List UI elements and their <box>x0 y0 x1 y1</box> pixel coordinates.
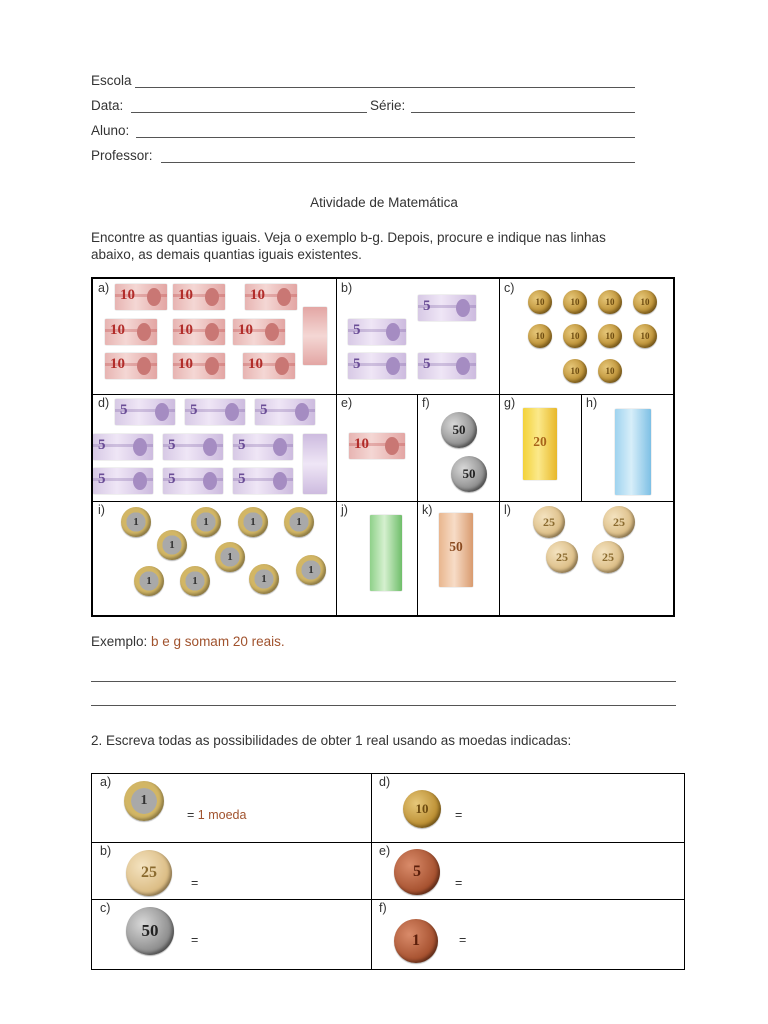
coin-1-icon: 1 <box>284 507 314 537</box>
coin-1-icon: 1 <box>191 507 221 537</box>
row-c-equals: = <box>191 933 199 947</box>
serie-blank[interactable] <box>411 112 635 113</box>
row-f-equals: = <box>459 933 467 947</box>
coin-10-icon: 10 <box>598 290 622 314</box>
coin-10-icon: 10 <box>563 324 587 348</box>
banknote-1-icon <box>370 515 402 591</box>
banknote-5-icon: 5 <box>348 353 406 379</box>
cell-g <box>499 394 581 501</box>
coin-1-icon: 1 <box>124 781 164 821</box>
banknote-10-icon: 10 <box>233 319 285 345</box>
escola-line <box>91 72 631 90</box>
money-grid <box>91 277 675 617</box>
banknote-5-icon: 5 <box>418 295 476 321</box>
cell-label-g: g) <box>504 396 516 410</box>
instructions-line-2: abaixo, as demais quantias iguais existentes. <box>91 247 362 262</box>
cell-k <box>417 501 499 617</box>
serie-label: Série: <box>370 98 406 113</box>
cell-label-l: l) <box>504 503 511 517</box>
banknote-5-icon: 5 <box>418 353 476 379</box>
row-label-f: f) <box>379 901 387 915</box>
cell-a <box>93 279 336 394</box>
cell-label-e: e) <box>341 396 353 410</box>
coin-10-icon: 10 <box>633 324 657 348</box>
coin-25-icon: 25 <box>126 850 172 896</box>
coin-25-icon: 25 <box>546 541 578 573</box>
banknote-5-icon: 5 <box>93 434 153 460</box>
banknote-5-icon: 5 <box>185 399 245 425</box>
example-answer: b e g somam 20 reais. <box>151 634 285 649</box>
coin-10-icon: 10 <box>528 290 552 314</box>
banknote-5-icon: 5 <box>93 468 153 494</box>
aluno-line <box>91 122 631 140</box>
coin-5-icon: 5 <box>394 849 440 895</box>
banknote-10-icon: 10 <box>105 353 157 379</box>
cell-h <box>581 394 675 501</box>
row-label-e: e) <box>379 844 391 858</box>
banknote-10-icon: 10 <box>173 284 225 310</box>
coin-1-icon: 1 <box>249 564 279 594</box>
row-label-d: d) <box>379 775 391 789</box>
banknote-5-icon: 5 <box>233 468 293 494</box>
page-title: Atividade de Matemática <box>310 195 458 210</box>
professor-label: Professor: <box>91 148 153 163</box>
banknote-5-icon: 5 <box>348 319 406 345</box>
professor-blank[interactable] <box>161 162 635 163</box>
coin-1-icon: 1 <box>121 507 151 537</box>
coin-10-icon: 10 <box>528 324 552 348</box>
coin-1-icon: 1 <box>157 530 187 560</box>
banknote-10-icon: 10 <box>173 353 225 379</box>
coin-10-icon: 10 <box>563 359 587 383</box>
banknote-10-icon: 10 <box>243 353 295 379</box>
cell-e <box>336 394 417 501</box>
banknote-10-icon: 10 <box>245 284 297 310</box>
row-label-c: c) <box>100 901 111 915</box>
aluno-blank[interactable] <box>136 137 635 138</box>
banknote-50-icon: 50 <box>439 513 473 587</box>
banknote-20-icon: 20 <box>523 408 557 480</box>
row-d-equals: = <box>455 808 463 822</box>
banknote-10-icon: 10 <box>173 319 225 345</box>
row-a-equals: = 1 moeda <box>187 808 247 822</box>
coin-50-icon: 50 <box>451 456 487 492</box>
coin-25-icon: 25 <box>592 541 624 573</box>
data-blank[interactable] <box>131 112 367 113</box>
cell-d <box>93 394 336 501</box>
banknote-5-icon: 5 <box>163 434 223 460</box>
banknote-5-icon: 5 <box>163 468 223 494</box>
instructions-line-1: Encontre as quantias iguais. Veja o exemplo b-g. Depois, procure e indique nas linhas <box>91 230 606 245</box>
coin-1-icon: 1 <box>215 542 245 572</box>
coin-10-icon: 10 <box>598 359 622 383</box>
coin-1-icon: 1 <box>134 566 164 596</box>
banknote-10-icon: 10 <box>115 284 167 310</box>
coin-10-icon: 10 <box>563 290 587 314</box>
banknote-10-icon <box>303 307 327 365</box>
coin-25-icon: 25 <box>533 506 565 538</box>
coin-10-icon: 10 <box>633 290 657 314</box>
cell-f <box>417 394 499 501</box>
aluno-label: Aluno: <box>91 123 130 138</box>
cell-label-k: k) <box>422 503 433 517</box>
cell-label-a: a) <box>98 281 110 295</box>
cell-label-b: b) <box>341 281 353 295</box>
cell-label-h: h) <box>586 396 598 410</box>
cell-c <box>499 279 675 394</box>
banknote-5-icon: 5 <box>233 434 293 460</box>
banknote-5-icon: 5 <box>115 399 175 425</box>
data-serie-line <box>91 97 631 115</box>
cell-label-j: j) <box>341 503 348 517</box>
coins-grid <box>91 773 685 970</box>
row-a-answer: 1 moeda <box>197 808 247 822</box>
banknote-10-icon: 10 <box>349 433 405 459</box>
cell-b <box>336 279 499 394</box>
question-2: 2. Escreva todas as possibilidades de obter 1 real usando as moedas indicadas: <box>91 733 572 748</box>
banknote-100-icon <box>615 409 651 495</box>
coin-50-icon: 50 <box>441 412 477 448</box>
coin-10-icon: 10 <box>598 324 622 348</box>
cell-i <box>93 501 336 617</box>
answer-line-1[interactable] <box>91 681 676 682</box>
example-line <box>91 634 285 649</box>
row-label-b: b) <box>100 844 112 858</box>
cell-j <box>336 501 417 617</box>
banknote-10-icon: 10 <box>105 319 157 345</box>
row-b-equals: = <box>191 876 199 890</box>
escola-blank[interactable] <box>135 87 635 88</box>
coin-50-icon: 50 <box>126 907 174 955</box>
coin-1-icon: 1 <box>296 555 326 585</box>
data-label: Data: <box>91 98 124 113</box>
row-label-a: a) <box>100 775 112 789</box>
escola-label: Escola <box>91 73 132 88</box>
banknote-5-icon <box>303 434 327 494</box>
cell-label-c: c) <box>504 281 515 295</box>
coin-1-icon: 1 <box>180 566 210 596</box>
coin-1-icon: 1 <box>238 507 268 537</box>
professor-line <box>91 147 631 165</box>
cell-l <box>499 501 675 617</box>
coin-1-cent-icon: 1 <box>394 919 438 963</box>
coin-25-icon: 25 <box>603 506 635 538</box>
answer-line-2[interactable] <box>91 705 676 706</box>
row-e-equals: = <box>455 876 463 890</box>
instructions <box>91 229 606 263</box>
cell-label-d: d) <box>98 396 110 410</box>
cell-label-f: f) <box>422 396 430 410</box>
example-label: Exemplo: <box>91 634 152 649</box>
banknote-5-icon: 5 <box>255 399 315 425</box>
coin-10-icon: 10 <box>403 790 441 828</box>
cell-label-i: i) <box>98 503 105 517</box>
